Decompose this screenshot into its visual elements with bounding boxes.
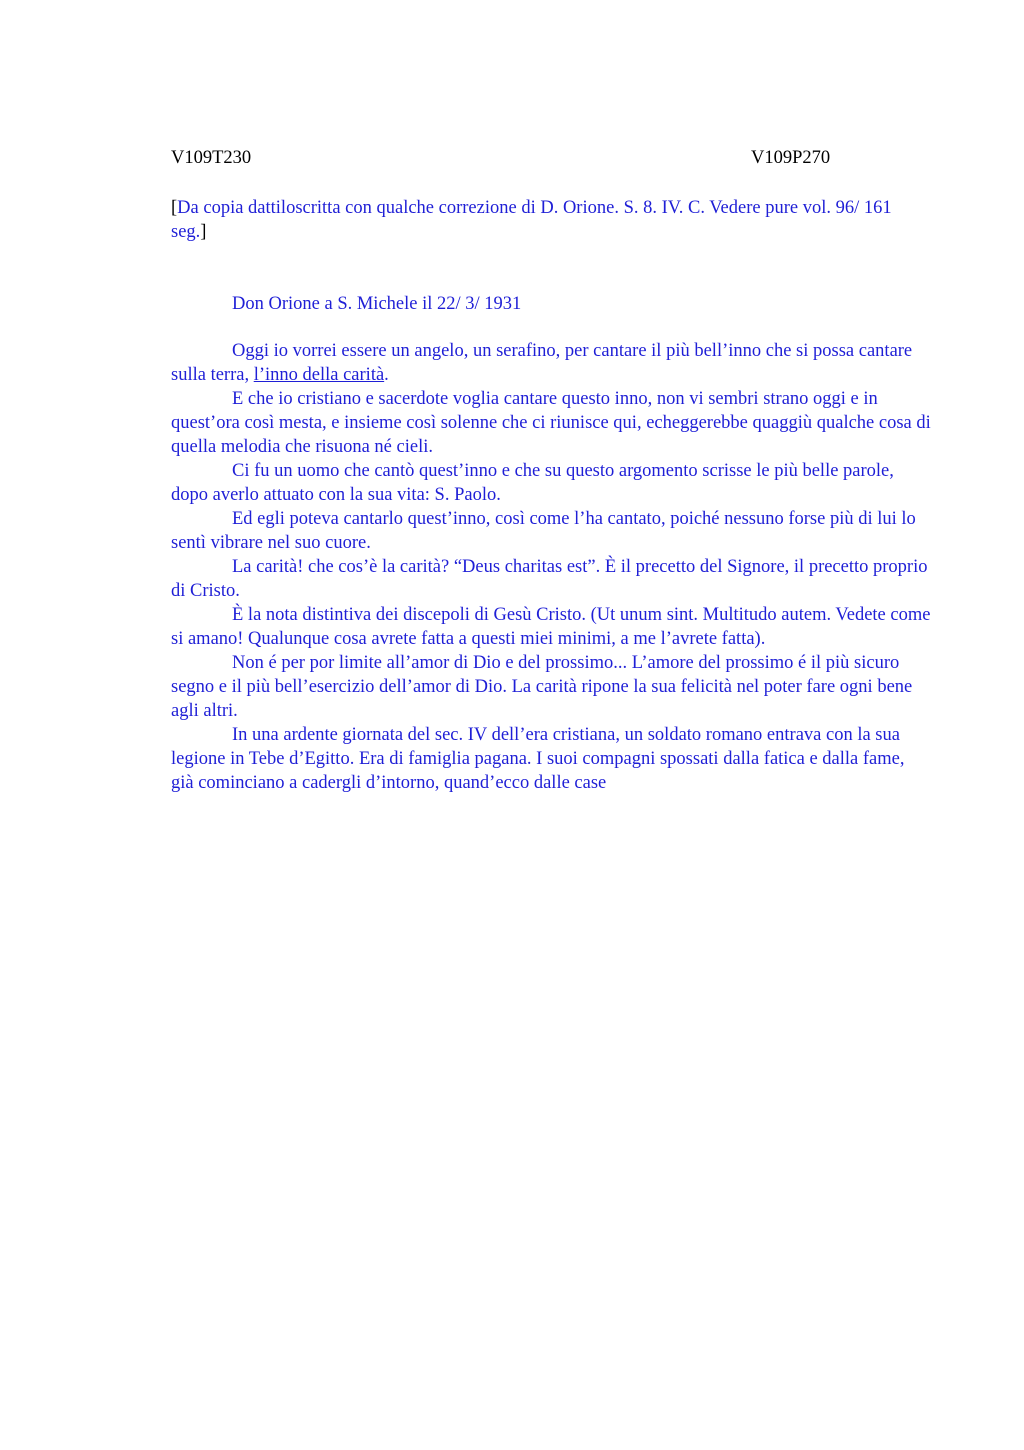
paragraph-1-text: Oggi io vorrei essere un angelo, un serafino, per cantare il più bell’inno che si possa cantare sulla terra, [171,341,913,385]
speech-title: Don Orione a S. Michele il 22/ 3/ 1931 [232,294,522,314]
paragraph-1 [171,339,931,387]
underlined-phrase: l’inno della carità [253,365,385,385]
source-note-close-bracket: ] [200,222,207,242]
paragraph-7: Non é per por limite all’amor di Dio e del prossimo... L’amore del prossimo é il più sicuro segno e il più bell’esercizio dell’amor di Dio. La carità ripone la sua felicità nel poter fare ogni bene agli altri. [171,653,913,721]
source-note-text: Da copia dattiloscritta con qualche correzione di D. Orione. S. 8. IV. C. Vedere pure vol. 96/ 161 seg. [171,198,892,242]
paragraph-6: È la nota distintiva dei discepoli di Gesù Cristo. (Ut unum sint. Multitudo autem. Vedete come si amano! Qualunque cosa avrete fatta a questi miei minimi, a me l’avrete fatta). [171,605,931,649]
paragraph-1-end: . [384,365,389,385]
document-code-left: V109T230 [171,148,252,168]
header-row [171,146,931,170]
document-page [171,146,931,795]
source-note [171,196,931,244]
paragraph-4: Ed egli poteva cantarlo quest’inno, così come l’ha cantato, poiché nessuno forse più di lui lo sentì vibrare nel suo cuore. [171,509,916,553]
source-note-open-bracket: [ [171,198,178,218]
document-code-right: V109P270 [751,148,831,168]
paragraph-3: Ci fu un uomo che cantò quest’inno e che su questo argomento scrisse le più belle parole, dopo averlo attuato con la sua vita: S. Paolo. [171,461,894,505]
speech-body [171,339,931,795]
paragraph-2: E che io cristiano e sacerdote voglia cantare questo inno, non vi sembri strano oggi e in quest’ora così mesta, e insieme così solenne che ci riunisce qui, echeggerebbe quaggiù qualche cosa di quella melodia che risuona né cieli. [171,389,931,457]
paragraph-8: In una ardente giornata del sec. IV dell’era cristiana, un soldato romano entrava con la sua legione in Tebe d’Egitto. Era di famiglia pagana. I suoi compagni spossati dalla fatica e dalla fame, già cominciano a cadergli d’intorno, quand’ecco dalle case [171,725,905,793]
paragraph-5: La carità! che cos’è la carità? “Deus charitas est”. È il precetto del Signore, il precetto proprio di Cristo. [171,557,928,601]
